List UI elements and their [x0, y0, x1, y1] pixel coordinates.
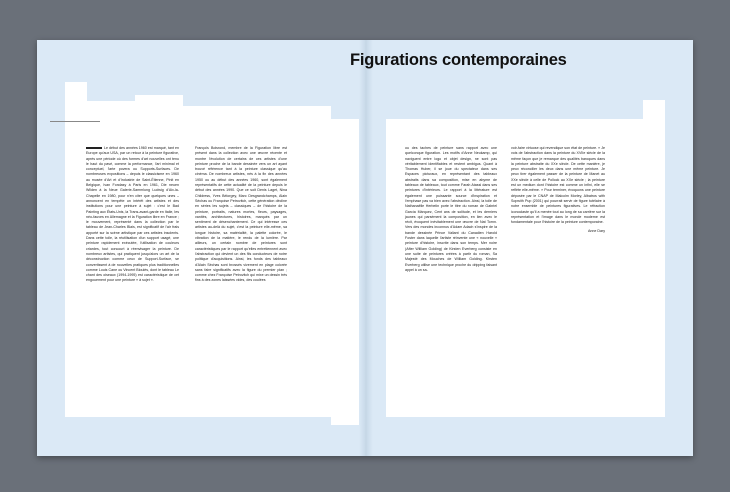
text-column-2 — [195, 146, 287, 288]
text-column-1 — [86, 146, 179, 288]
left-page-step — [65, 82, 87, 122]
gutter — [359, 40, 373, 456]
signature: Anne Dary — [588, 229, 605, 234]
lead-bar — [86, 147, 102, 149]
paragraph: Le début des années 1960 est marqué, tant en Europe qu'aux USA, par un retour à la peinture figurative, après une période où des formes d'art nouvelles ont tenu le haut du pavé, comme la performance, l'art minimal et conceptuel, l'arte povera ou Supports-Surfaces. De nombreuses expositions – depuis le classicisme en 1960 au musée d'Art et d'Industrie de Saint-Étienne, Pinit en Belgique, Ivan Fondasy à Paris en 1961, Die neuen Wilden à la Neue Galerie-Sammlung Ludwig d'Aix-la-Chapelle en 1980, pour n'en citer que quelques unes – annoncent en tempête un intérêt des artistes et des institutions pour une peinture à sujet : c'est le Bad Painting aux États-Unis, la Trans-avant-garde en Italie, les néo-fauves en Allemagne et la Figuration libre en France ; le mouvement, représenté dans la collection par le tableau de Jean-Charles Blais, est significatif de l'air frais apporté sur la scène artistique par ces artistes insolents. Dans cette toile, la réutilisation d'un support usagé, une peinture rapidement exécutée, l'utilisation de couleurs criardes, tout concourt à réenvisager la peinture. De nombreux artistes, qui pratiquent jusqu'alors un art de la déconstruction comme ceux de Support-Surface, se convertissent à de nouvelles pratiques plus traditionnelles comme Louis Cane ou Vincent Bioulès, dont le tableau Le chant des oiseaux (1994-1995) est caractéristique de cet engouement pour une peinture « à sujet ». — [86, 146, 179, 283]
paragraph: François Boisrond, membre de la Figuration libre est présent dans la collection avec une œuvre récente et montre l'évolution de certains de ces artistes d'une peinture proche de la bande dessinée vers un art ayant trouvé référence tant à la peinture classique qu'au cinéma. De nombreux artistes, nés à la fin des années 1950 ou au début des années 1960, sont également représentatifs de cette actualité de la peinture depuis le début des années 1990. Que ce soit Denis Laget, Nina Childress, Yves Bélorgey, Marc Desgrandchamps, Alain Séchas ou Françoise Petrovitch, cette génération décline en séries les sujets – classiques – de l'histoire de la peinture, portraits, natures mortes, fleurs, paysages, vanités, architectures, histoires, marqués par un sentiment de désenchantement. Ce qui intéresse ces artistes au-delà du sujet, c'est la peinture elle-même, sa longue histoire, sa matérialité, la palette colorée, le vibration de la matière, le rendu de la lumière. Par ailleurs, un certain nombre de peintures sont caractéristiques par le rapport qu'elles entretiennent avec l'abstraction qui devient un des fils conducteurs de notre politique d'acquisitions. Ainsi, les fonds des tableaux d'Alain Séchas sont brossés vivement en plage colorée sans faire significatifs avec la figure du premier plan ; comme chez Françoise Petrovitch qui mixe un dessin très fins à des zones laissées vides, des coulées — [195, 146, 287, 283]
text-column-4 — [511, 146, 605, 239]
separator-rule — [50, 121, 100, 122]
left-page-step — [183, 106, 331, 122]
left-page-step — [135, 95, 183, 122]
left-page-step — [87, 101, 135, 122]
text-column-3 — [405, 146, 497, 277]
page-title: Figurations contemporaines — [350, 51, 567, 69]
right-page-tab — [643, 100, 665, 122]
paragraph: voir-faire virtuose qui revendique son état de peinture. « Je vois de l'abstraction dans la peinture du XVIIe siècle de la même façon que je remarque des qualités baroques dans la peinture abstraite du XXe siècle. De cette manière, je peux réconcilier les deux dans une même peinture. Je peux tirer également passer de la peinture de Manet au XXe siècle à celle de Pollock au XXe siècle ; la peinture est un medium dont l'histoire est comme un infini, elle se reflète elle-même. » Pour terminer, évoquons une peinture déposée par le CNAP de Malcolm Morley, Albatros with Sopwith Pup (2001) qui pourrait servir de figure tutélaire à notre ensemble de peintures figuratives. Le réfraction iconoclaste qu'il a menée tout au long de sa carrière sur la représentation et l'image dans le monde moderne est fondamentale pour l'histoire de la peinture contemporaine. — [511, 146, 605, 225]
paragraph: ou des taches de peinture sans rapport avec une quelconque figuration. Les motifs d'Anne Neukamp, qui naviguent entre logo et objet design, ne sont pas véritablement identifiables et restent ambigus. Quant à Thomas Huber, il se joue du spectateur dans ses Espaces picturaux, en représentant des tableaux abstraits dans sa composition, mise en abyme de tableaux de tableaux, tout comme Farah Atassi dans ses peintures d'intérieurs. Le rapport à la littérature est également une puissante source d'inspiration et l'emphase pas va bien avec l'abstraction. Ainsi, la toile de Nathanaëlle Herbelin porte le titre du roman de Gabriel García Márquez, Cent ans de solitude, et les derniers jaunes qui parsèment la composition, en lien avec le récit, évoquent inévitablement une œuvre de Nat Tornn. Vers des mondes inconnus d'Adam Adach s'inspire de la bande dessinée Prince Valiant du Canadien Harold Foster dans laquelle l'artiste réinvente une « nouvelle » peinture d'histoire, inscrite dans son temps. Mer noire (After William Golding) de Kirsten Everberg consiste en une suite de peintures créées à partir du roman, Sa Majesté des Mouches de William Golding. Kirsten Everberg utilise une technique proche du dripping faisant appel à un sa- — [405, 146, 497, 272]
